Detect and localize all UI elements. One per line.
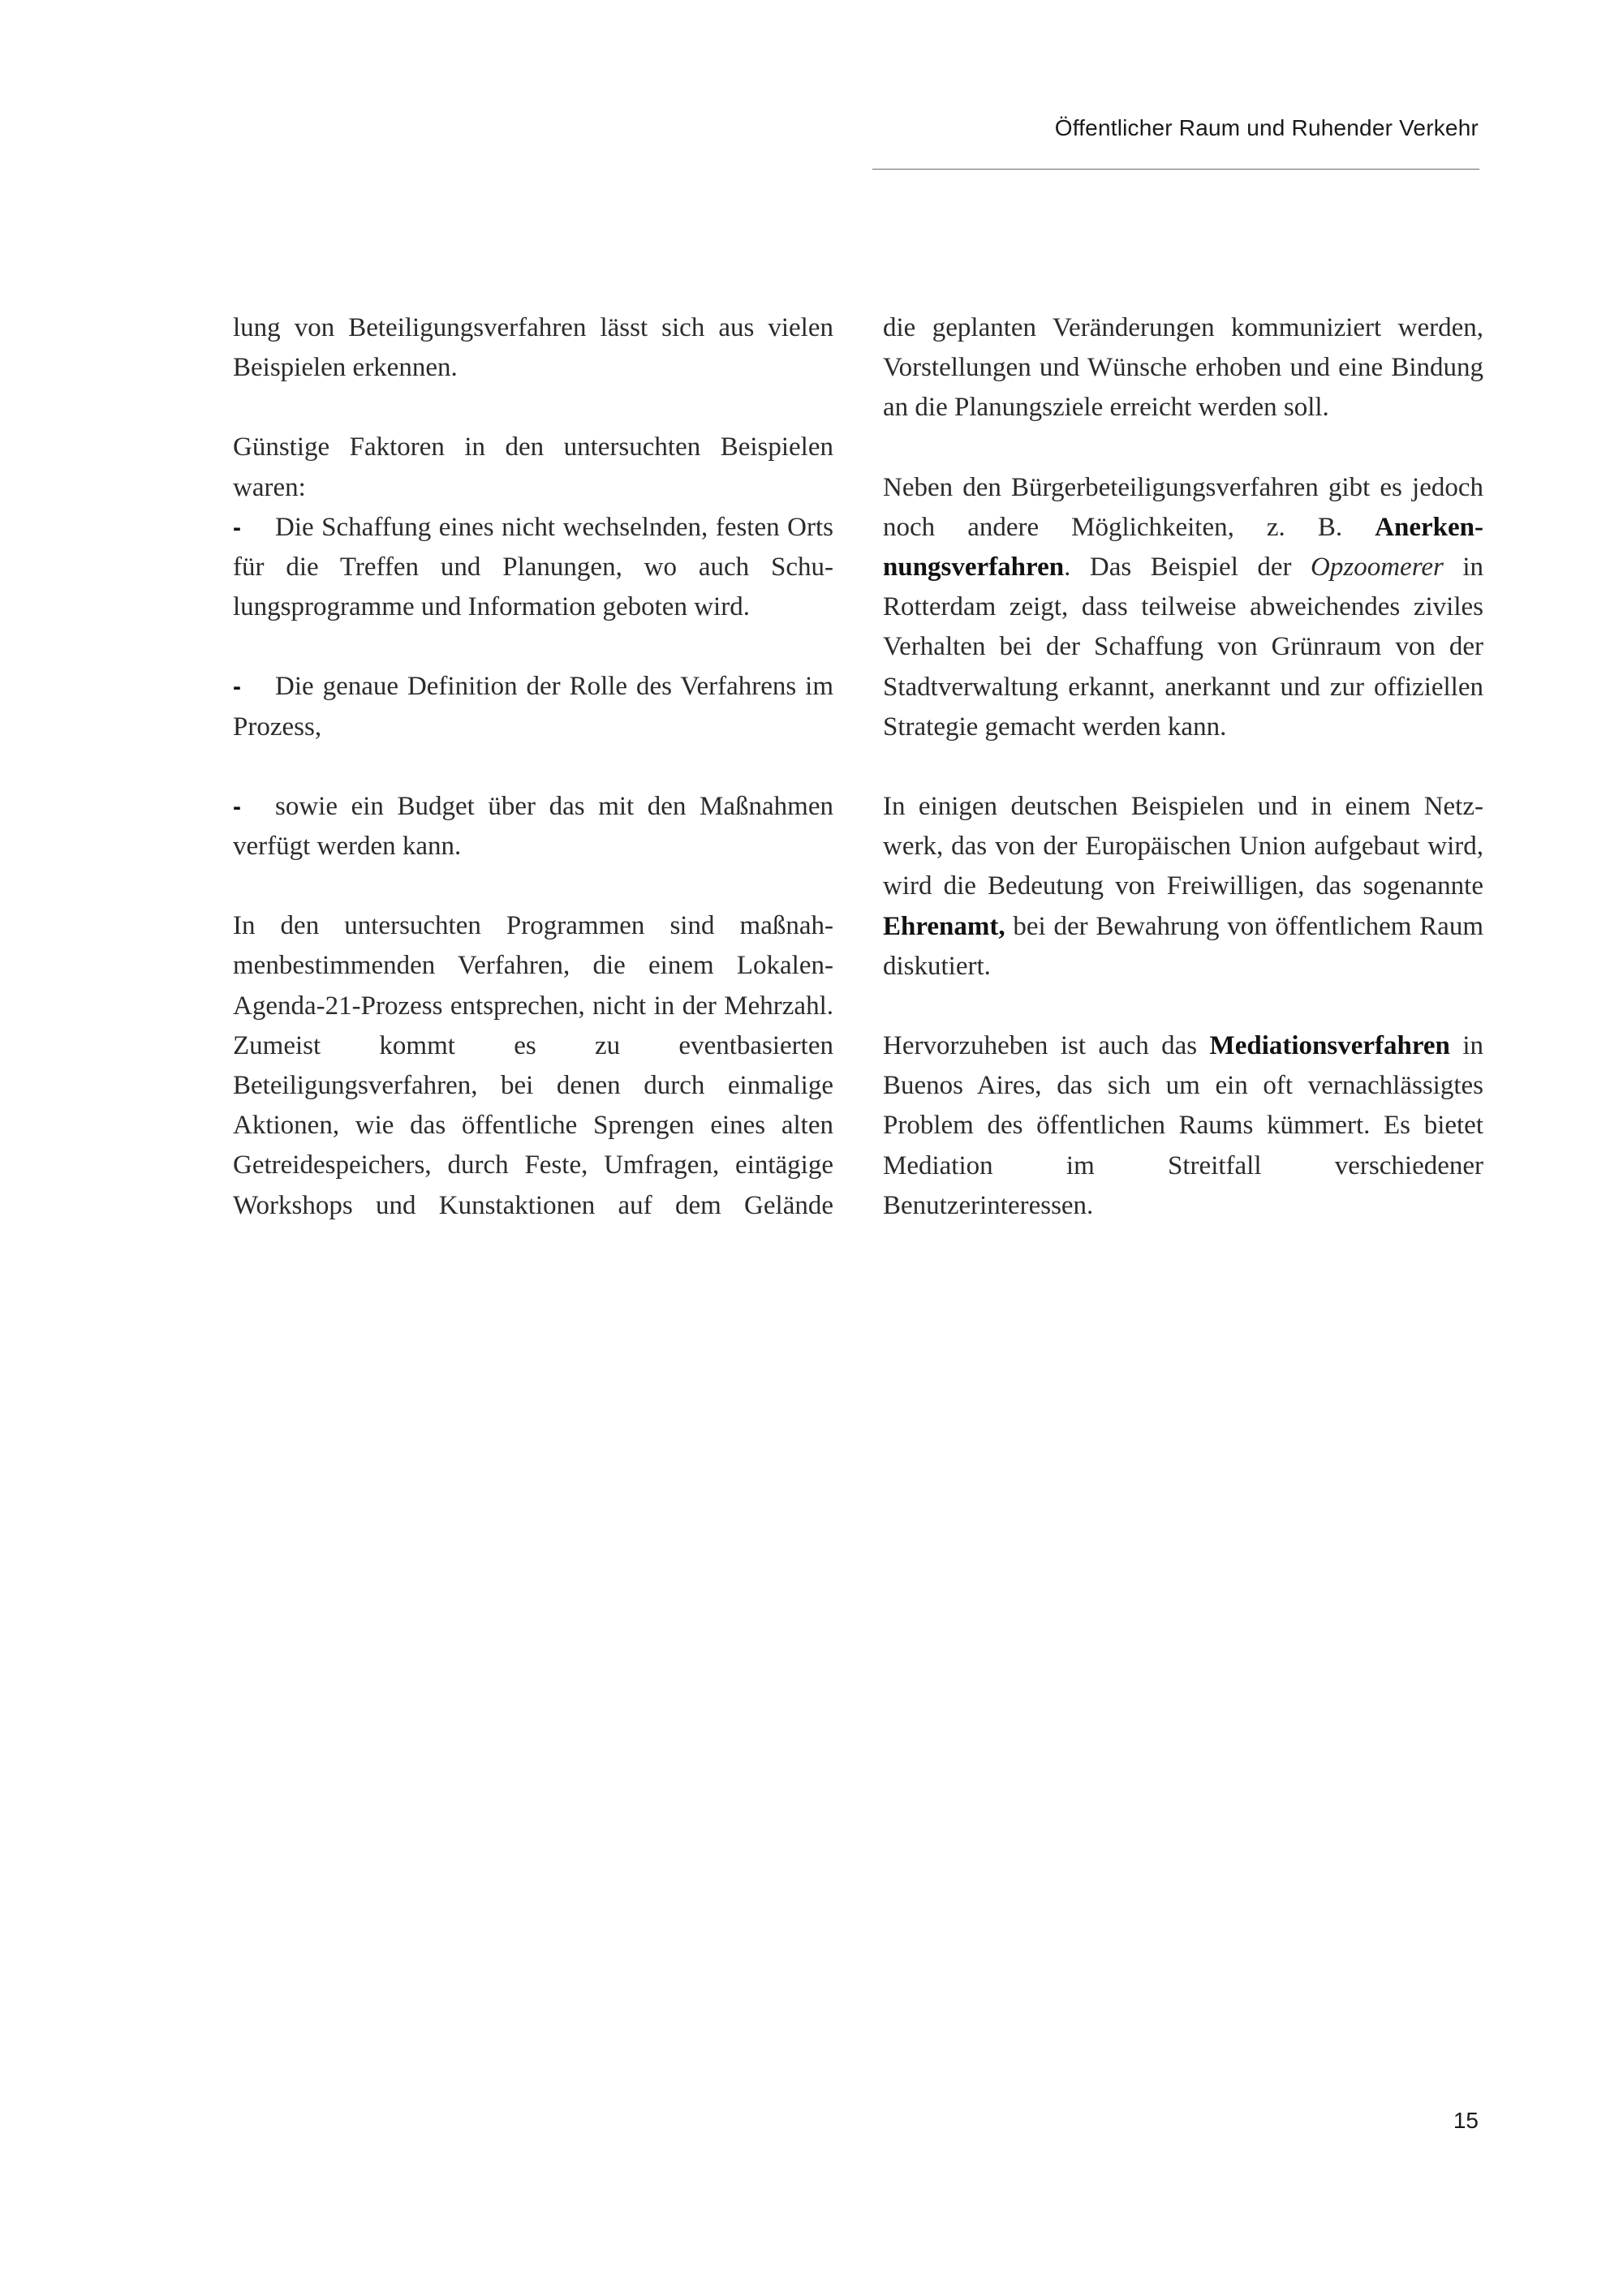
paragraph	[883, 1026, 1483, 1226]
paragraph: die geplanten Veränderungen kommuniziert werden, Vorstellungen und Wünsche erhoben und eine Bindung an die Planungsziele erreicht werden soll.	[883, 313, 1483, 423]
right-text-column	[883, 308, 1483, 1266]
bullet-text: Die Schaffung eines nicht wechselnden, festen Orts für die Treffen und Planungen, wo auch Schulungsprogramme und Information geboten wird.	[233, 512, 833, 622]
paragraph	[883, 468, 1483, 747]
paragraph-text: . Das Beispiel der	[1064, 553, 1311, 583]
paragraph-text: Hervorzuheben ist auch das	[883, 1031, 1210, 1061]
page-number: 15	[1453, 2108, 1479, 2133]
left-text-column	[233, 308, 833, 1266]
paragraph-text: in Buenos Aires, das sich um ein oft vernachlässigtes Problem des öffentlichen Raums kümmert. Es bietet Mediation im Streitfall verschiedener Benutzerinteressen.	[883, 1031, 1483, 1220]
term-bold: Ehrenamt,	[883, 911, 1005, 941]
bullet-dash: -	[233, 673, 241, 701]
bullet-item	[233, 787, 833, 866]
running-header-title: Öffentlicher Raum und Ruhender Verkehr	[1054, 115, 1479, 140]
bullet-dash: -	[233, 793, 241, 820]
paragraph-text: Neben den Bürgerbeteiligungsverfahren gibt es jedoch noch andere Möglichkeiten, z. B.	[883, 472, 1483, 542]
bullet-item	[233, 667, 833, 746]
paragraph-text: in Rotterdam zeigt, dass teilweise abweichendes ziviles Verhalten bei der Schaffung von Grünraum von der Stadtverwaltung erkannt, anerkannt und zur offiziellen Strategie gemacht werden kann.	[883, 553, 1484, 742]
bullet-text: Die genaue Definition der Rolle des Verfahrens im Prozess,	[233, 672, 833, 742]
term-bold: Mediationsverfahren	[1209, 1031, 1450, 1061]
bullet-text: sowie ein Budget über das mit den Maßnahmen verfügt werden kann.	[233, 791, 833, 862]
paragraph-text: In einigen deutschen Beispielen und in einem Netzwerk, das von der Europäischen Union aufgebaut wird, wird die Bedeutung von Freiwilligen, das sogenannte	[883, 792, 1483, 901]
paragraph: In den untersuchten Programmen sind maßnahmenbestimmenden Verfahren, die einem Lokalen-Agenda-21-Prozess entsprechen, nicht in der Mehrzahl. Zumeist kommt es zu eventbasierten Beteiligungsverfahren, bei denen durch einmalige Aktionen, wie das öffentliche Sprengen eines alten Getreidespeichers, durch Feste, Umfragen, eintägige Workshops und Kunstaktionen auf dem Gelände	[233, 911, 833, 1220]
paragraph	[883, 787, 1483, 987]
paragraph: lung von Beteiligungsverfahren lässt sich aus vielen Beispielen erkennen.	[233, 313, 833, 383]
paragraph-text: bei der Bewahrung von öffentlichem Raum diskutiert.	[883, 911, 1483, 981]
bullet-dash: -	[233, 514, 241, 541]
term-bold: Anerkennungsverfahren	[883, 512, 1483, 583]
paragraph-factors-intro: Günstige Faktoren in den untersuchten Beispielen waren:	[233, 432, 833, 502]
header-divider	[872, 169, 1479, 170]
term-italic: Opzoomerer	[1311, 553, 1444, 583]
bullet-item	[233, 508, 833, 628]
